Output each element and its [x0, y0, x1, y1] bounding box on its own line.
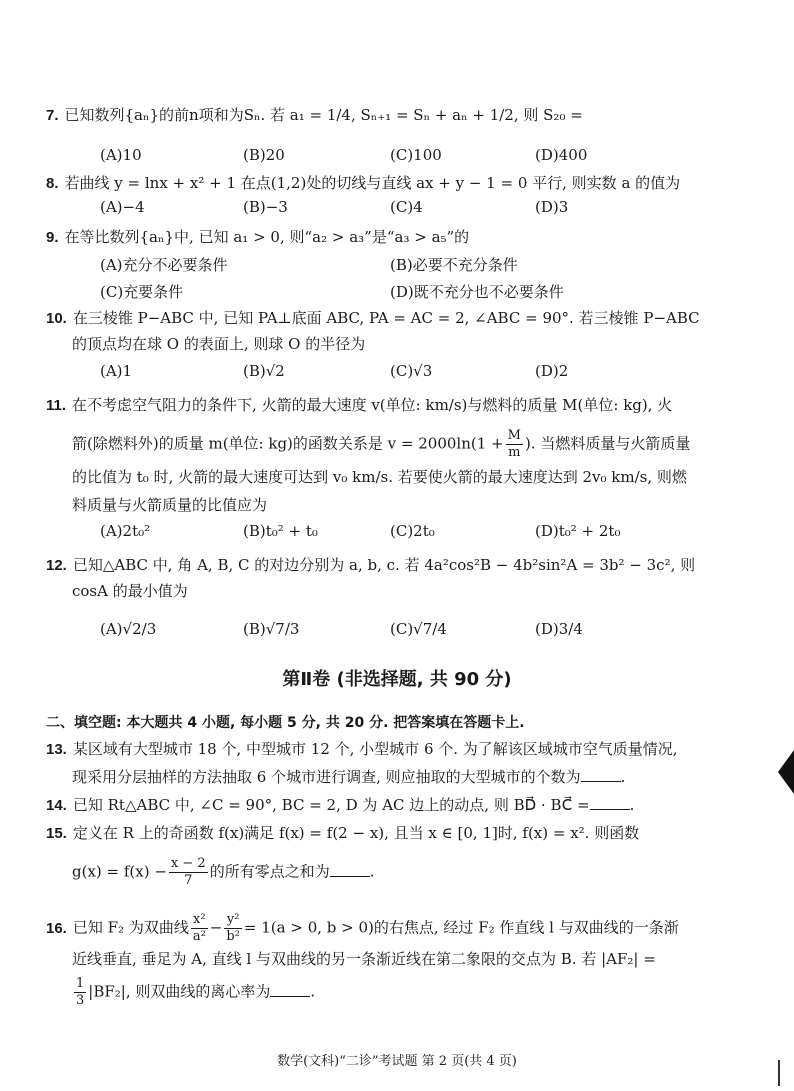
option-c: (C)4	[390, 198, 423, 216]
question-10-stem-cont: 的顶点均在球 O 的表面上, 则球 O 的半径为	[72, 335, 366, 353]
question-16-stem: 16. 已知 F₂ 为双曲线 $\frac{\text{x²}}{\text{a²}}$ − $\frac{\text{y²}}{\text{b²}}$ = 1(a > 0, b > 0)的右焦点, 经过 F₂ 作直线 l 与双曲线的一条渐	[46, 912, 679, 944]
option-d: (D)既不充分也不必要条件	[390, 283, 564, 301]
option-a: (A)−4	[100, 198, 145, 216]
option-b: (B)必要不充分条件	[390, 256, 518, 274]
question-7-stem: 7. 已知数列{aₙ}的前n项和为Sₙ. 若 a₁ = 1/4, Sₙ₊₁ = Sₙ + aₙ + 1/2, 则 S₂₀ =	[46, 106, 583, 124]
option-d: (D)t₀² + 2t₀	[535, 522, 621, 540]
option-b: (B)−3	[243, 198, 288, 216]
question-9-stem: 9. 在等比数列{aₙ}中, 已知 a₁ > 0, 则“a₂ > a₃”是“a₃ > a₅”的	[46, 228, 470, 246]
question-14-stem: 14. 已知 Rt△ABC 中, ∠C = 90°, BC = 2, D 为 AC 边上的动点, 则 BD⃗ · BC⃗ = .	[46, 796, 635, 814]
option-a: (A)10	[100, 146, 142, 164]
option-b: (B)20	[243, 146, 285, 164]
page-footer: 数学(文科)“二诊”考试题 第 2 页(共 4 页)	[277, 1054, 517, 1069]
section-title: 第Ⅱ卷 (非选择题, 共 90 分)	[282, 669, 512, 690]
question-11-stem-4: 料质量与火箭质量的比值应为	[72, 496, 268, 514]
question-16-stem-2: 近线垂直, 垂足为 A, 直线 l 与双曲线的另一条渐近线在第二象限的交点为 B. 若 |AF₂| =	[72, 950, 656, 968]
margin-mark	[778, 1060, 780, 1086]
question-10-stem: 10. 在三棱锥 P−ABC 中, 已知 PA⊥底面 ABC, PA = AC = 2, ∠ABC = 90°. 若三棱锥 P−ABC	[46, 309, 700, 327]
question-15-stem-cont: g(x) = f(x) − $\frac{x - 2}{7}$ 的所有零点之和为 .	[72, 856, 375, 888]
answer-blank[interactable]	[270, 982, 310, 997]
option-c: (C)√3	[390, 362, 433, 380]
question-16-stem-3: $\frac{1}{3}$ |BF₂|, 则双曲线的离心率为 .	[76, 976, 316, 1008]
page-turn-arrow-icon	[778, 750, 794, 794]
option-b: (B)t₀² + t₀	[243, 522, 318, 540]
question-11-stem-3: 的比值为 t₀ 时, 火箭的最大速度可达到 v₀ km/s. 若要使火箭的最大速度达到 2v₀ km/s, 则燃	[72, 468, 687, 486]
question-12-stem: 12. 已知△ABC 中, 角 A, B, C 的对边分别为 a, b, c. 若 4a²cos²B − 4b²sin²A = 3b² − 3c², 则	[46, 556, 696, 574]
question-11-stem: 11. 在不考虑空气阻力的条件下, 火箭的最大速度 v(单位: km/s)与燃料的质量 M(单位: kg), 火	[46, 396, 673, 414]
question-12-stem-cont: cosA 的最小值为	[72, 582, 188, 600]
question-13-stem: 13. 某区域有大型城市 18 个, 中型城市 12 个, 小型城市 6 个. 为了解该区域城市空气质量情况,	[46, 740, 678, 758]
fraction-x-minus-2-over-7: $\frac{x - 2}{7}$	[170, 856, 206, 888]
option-c: (C)√7/4	[390, 620, 447, 638]
question-8-stem: 8. 若曲线 y = lnx + x² + 1 在点(1,2)处的切线与直线 ax + y − 1 = 0 平行, 则实数 a 的值为	[46, 174, 681, 192]
fraction-m-over-m: $\frac{M}{m}$	[507, 428, 521, 460]
option-d: (D)2	[535, 362, 569, 380]
question-13-stem-cont: 现采用分层抽样的方法抽取 6 个城市进行调查, 则应抽取的大型城市的个数为 .	[72, 768, 626, 786]
option-b: (B)√7/3	[243, 620, 300, 638]
option-c: (C)2t₀	[390, 522, 435, 540]
section-intro: 二、填空题: 本大题共 4 小题, 每小题 5 分, 共 20 分. 把答案填在答题卡上.	[46, 715, 525, 731]
option-b: (B)√2	[243, 362, 285, 380]
option-c: (C)100	[390, 146, 442, 164]
option-a: (A)√2/3	[100, 620, 157, 638]
answer-blank[interactable]	[330, 862, 370, 877]
option-d: (D)3/4	[535, 620, 583, 638]
option-a: (A)充分不必要条件	[100, 256, 228, 274]
option-c: (C)充要条件	[100, 283, 184, 301]
answer-blank[interactable]	[590, 795, 630, 810]
option-a: (A)1	[100, 362, 133, 380]
option-d: (D)3	[535, 198, 569, 216]
option-a: (A)2t₀²	[100, 522, 151, 540]
answer-blank[interactable]	[581, 767, 621, 782]
question-15-stem: 15. 定义在 R 上的奇函数 f(x)满足 f(x) = f(2 − x), 且当 x ∈ [0, 1]时, f(x) = x². 则函数	[46, 824, 640, 842]
option-d: (D)400	[535, 146, 588, 164]
question-11-stem-2: 箭(除燃料外)的质量 m(单位: kg)的函数关系是 v = 2000ln(1 + $\frac{M}{m}$ ). 当燃料质量与火箭质量	[72, 428, 691, 460]
